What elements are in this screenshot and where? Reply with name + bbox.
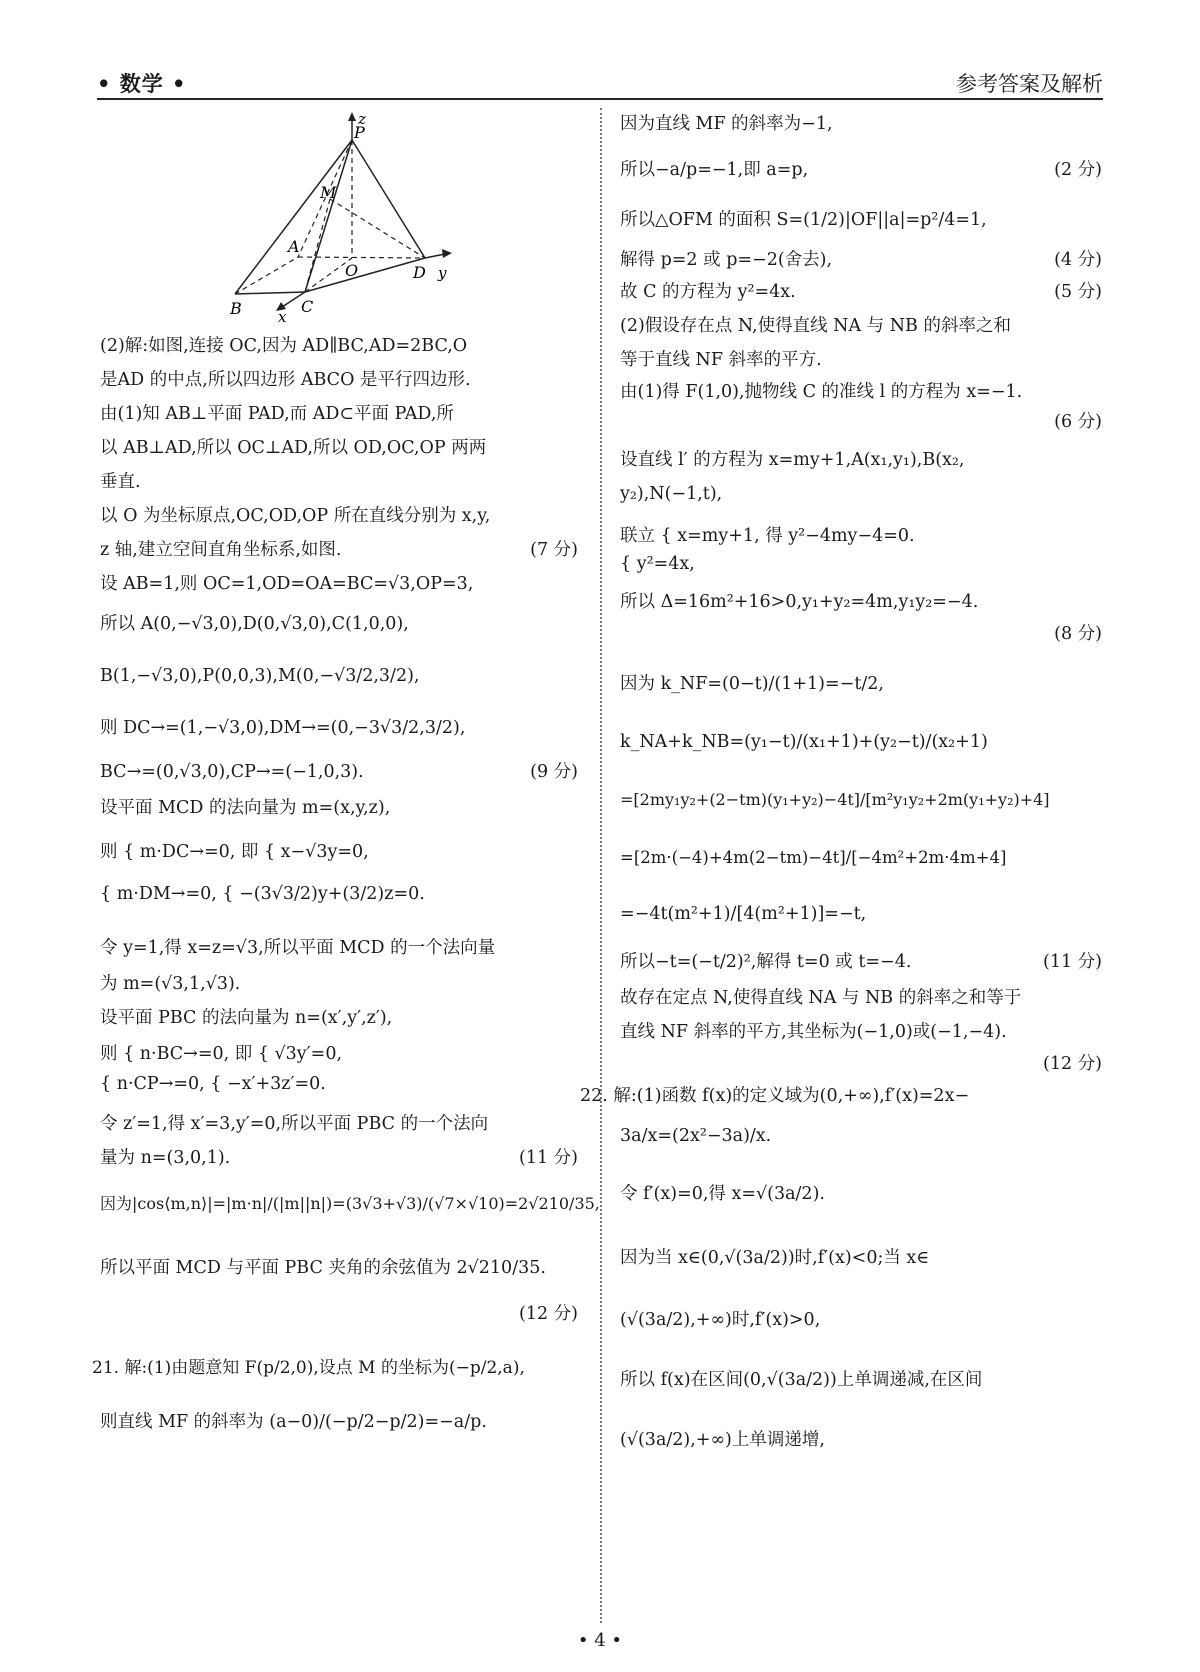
line-text: 等于直线 NF 斜率的平方. (620, 350, 822, 370)
axis-y (425, 254, 445, 258)
text-line (100, 936, 578, 960)
text-line (100, 1006, 578, 1030)
line-text: 联立 { x=my+1, 得 y²−4my−4=0. (620, 526, 915, 546)
text-line (620, 524, 1102, 548)
line-text: k_NA+k_NB=(y₁−t)/(x₁+1)+(y₂−t)/(x₂+1) (620, 732, 988, 752)
text-line (100, 612, 578, 636)
line-text: 所以−t=(−t/2)²,解得 t=0 或 t=−4. (620, 952, 912, 972)
line-text: 令 y=1,得 x=z=√3,所以平面 MCD 的一个法向量 (100, 938, 496, 958)
line-text: 为 m=(√3,1,√3). (100, 974, 241, 994)
text-line (100, 1042, 578, 1066)
line-text: 以 AB⊥AD,所以 OC⊥AD,所以 OD,OC,OP 两两 (100, 438, 487, 458)
label-z: z (358, 112, 366, 128)
text-line (620, 348, 1102, 372)
line-text: 因为|cos⟨m,n⟩|=|m·n|/(|m||n|)=(3√3+√3)/(√7×√10)=2√210/35, (100, 1194, 600, 1213)
line-text: 所以△OFM 的面积 S=(1/2)|OF||a|=p²/4=1, (620, 210, 987, 230)
line-text: { m·DM→=0, { −(3√3/2)y+(3/2)z=0. (100, 884, 425, 904)
label-P: P (354, 123, 365, 142)
score-label: (9 分) (530, 762, 578, 782)
text-line (92, 1356, 578, 1380)
score-label: (6 分) (1054, 412, 1102, 432)
text-line (620, 158, 1102, 182)
text-line (100, 1112, 578, 1136)
line-text: 则 { m·DC→=0, 即 { x−√3y=0, (100, 842, 369, 862)
line-text: 量为 n=(3,0,1). (100, 1148, 231, 1168)
text-line (100, 1256, 578, 1280)
score-label: (4 分) (1054, 250, 1102, 270)
text-line (620, 112, 1102, 136)
line-text: 因为当 x∈(0,√(3a/2))时,f′(x)<0;当 x∈ (620, 1248, 930, 1268)
line-text: 则 DC→=(1,−√3,0),DM→=(0,−3√3/2,3/2), (100, 718, 466, 738)
arrow-z (348, 112, 356, 121)
line-text: 令 z′=1,得 x′=3,y′=0,所以平面 PBC 的一个法向 (100, 1114, 489, 1134)
line-text: (2)假设存在点 N,使得直线 NA 与 NB 的斜率之和 (620, 316, 1011, 336)
header-subject: • 数学 • (97, 71, 187, 96)
edge-PD (352, 140, 425, 258)
line-text: 以 O 为坐标原点,OC,OD,OP 所在直线分别为 x,y, (100, 506, 491, 526)
text-line (100, 504, 578, 528)
text-line (620, 902, 1102, 926)
line-text: 设直线 l′ 的方程为 x=my+1,A(x₁,y₁),B(x₂, (620, 450, 965, 470)
text-line (100, 664, 578, 688)
line-text: 由(1)得 F(1,0),抛物线 C 的准线 l 的方程为 x=−1. (620, 382, 1023, 402)
text-line (620, 552, 1102, 576)
text-line (100, 796, 578, 820)
line-text: 解得 p=2 或 p=−2(舍去), (620, 250, 833, 270)
text-line (100, 402, 578, 426)
text-line (100, 716, 578, 740)
line-text: 因为 k_NF=(0−t)/(1+1)=−t/2, (620, 674, 884, 694)
label-B: B (230, 299, 242, 318)
edge-BC (235, 292, 305, 294)
text-line (100, 1146, 578, 1170)
line-text: 所以 f(x)在区间(0,√(3a/2))上单调递减,在区间 (620, 1370, 983, 1390)
line-text: 所以平面 MCD 与平面 PBC 夹角的余弦值为 2√210/35. (100, 1258, 546, 1278)
line-text: 设平面 MCD 的法向量为 m=(x,y,z), (100, 798, 391, 818)
score-label: (11 分) (519, 1148, 578, 1168)
line-text: 设平面 PBC 的法向量为 n=(x′,y′,z′), (100, 1008, 393, 1028)
line-text: 22. 解:(1)函数 f(x)的定义域为(0,+∞),f′(x)=2x− (580, 1086, 970, 1106)
line-text: (2)解:如图,连接 OC,因为 AD∥BC,AD=2BC,O (100, 336, 468, 356)
line-text: (√(3a/2),+∞)上单调递增, (620, 1430, 825, 1450)
label-A: A (288, 237, 300, 256)
text-line (620, 482, 1102, 506)
line-text: 所以 Δ=16m²+16>0,y₁+y₂=4m,y₁y₂=−4. (620, 592, 979, 612)
text-line (100, 840, 578, 864)
line-text: z 轴,建立空间直角坐标系,如图. (100, 540, 342, 560)
line-text: 因为直线 MF 的斜率为−1, (620, 114, 833, 134)
edge-CD (305, 258, 425, 292)
label-x: x (278, 308, 287, 322)
text-line (100, 1192, 600, 1216)
text-line (100, 572, 578, 596)
column-divider (600, 108, 602, 1623)
edge-MD (330, 199, 425, 258)
pyramid-figure (230, 112, 470, 322)
score-label: (2 分) (1054, 160, 1102, 180)
line-text: 垂直. (100, 472, 141, 492)
text-line (620, 280, 1102, 304)
text-line (620, 590, 1102, 614)
line-text: 设 AB=1,则 OC=1,OD=OA=BC=√3,OP=3, (100, 574, 474, 594)
text-line (100, 1072, 578, 1096)
line-text: B(1,−√3,0),P(0,0,3),M(0,−√3/2,3/2), (100, 666, 420, 686)
line-text: y₂),N(−1,t), (620, 484, 723, 504)
line-text: 则 { n·BC→=0, 即 { √3y′=0, (100, 1044, 343, 1064)
page-number: • 4 • (577, 1630, 623, 1651)
score-label: (5 分) (1054, 282, 1102, 302)
score-label: (11 分) (1043, 952, 1102, 972)
label-D: D (413, 263, 426, 282)
header-rule (97, 98, 1103, 100)
text-line (100, 882, 578, 906)
text-line (620, 846, 1102, 870)
line-text: 故 C 的方程为 y²=4x. (620, 282, 796, 302)
line-text: BC→=(0,√3,0),CP→=(−1,0,3). (100, 762, 364, 782)
text-line (620, 950, 1102, 974)
text-line (100, 760, 578, 784)
text-line (620, 248, 1102, 272)
label-C: C (301, 297, 314, 316)
text-line (100, 972, 578, 996)
line-text: 则直线 MF 的斜率为 (a−0)/(−p/2−p/2)=−a/p. (100, 1412, 487, 1432)
line-text: 所以 A(0,−√3,0),D(0,√3,0),C(1,0,0), (100, 614, 409, 634)
text-line (620, 788, 1102, 812)
text-line (620, 1308, 1102, 1332)
text-line (100, 1410, 578, 1434)
line-text: 令 f′(x)=0,得 x=√(3a/2). (620, 1184, 825, 1204)
line-text: { n·CP→=0, { −x′+3z′=0. (100, 1074, 326, 1094)
text-line (620, 314, 1102, 338)
line-text: 是AD 的中点,所以四边形 ABCO 是平行四边形. (100, 370, 471, 390)
label-y: y (438, 264, 447, 282)
text-line (620, 730, 1102, 754)
text-line (100, 470, 578, 494)
text-line (620, 380, 1102, 404)
header-title: 参考答案及解析 (956, 72, 1103, 96)
text-line (580, 1084, 1102, 1108)
text-line (620, 1182, 1102, 1206)
score-label: (12 分) (1043, 1054, 1102, 1074)
text-line (100, 436, 578, 460)
line-text: =−4t(m²+1)/[4(m²+1)]=−t, (620, 904, 867, 924)
text-line (620, 672, 1102, 696)
text-line (620, 208, 1102, 232)
text-line (620, 1368, 1102, 1392)
text-line (620, 448, 1102, 472)
edge-BA (235, 257, 298, 294)
line-text: { y²=4x, (620, 554, 695, 574)
text-line (620, 1020, 1102, 1044)
text-line (100, 334, 578, 358)
line-text: 所以−a/p=−1,即 a=p, (620, 160, 809, 180)
text-line (100, 368, 578, 392)
label-O: O (345, 261, 359, 280)
line-text: 故存在定点 N,使得直线 NA 与 NB 的斜率之和等于 (620, 988, 1022, 1008)
score-label: (12 分) (519, 1304, 578, 1324)
text-line (620, 1246, 1102, 1270)
line-text: 21. 解:(1)由题意知 F(p/2,0),设点 M 的坐标为(−p/2,a), (92, 1358, 525, 1378)
score-label: (8 分) (1054, 624, 1102, 644)
text-line (100, 538, 578, 562)
line-text: 由(1)知 AB⊥平面 PAD,而 AD⊂平面 PAD,所 (100, 404, 454, 424)
line-text: =[2m·(−4)+4m(2−tm)−4t]/[−4m²+2m·4m+4] (620, 848, 1007, 867)
label-M: M (320, 183, 337, 202)
line-text: 直线 NF 斜率的平方,其坐标为(−1,0)或(−1,−4). (620, 1022, 1007, 1042)
text-line (620, 986, 1102, 1010)
text-line (620, 1124, 1102, 1148)
arrow-y (442, 249, 452, 258)
line-text: 3a/x=(2x²−3a)/x. (620, 1126, 772, 1146)
line-text: (√(3a/2),+∞)时,f′(x)>0, (620, 1310, 821, 1330)
edge-AD (298, 257, 425, 258)
line-text: =[2my₁y₂+(2−tm)(y₁+y₂)−4t]/[m²y₁y₂+2m(y₁+y₂)+4] (620, 790, 1050, 809)
edge-MC (305, 199, 330, 292)
text-line (620, 1428, 1102, 1452)
score-label: (7 分) (530, 540, 578, 560)
